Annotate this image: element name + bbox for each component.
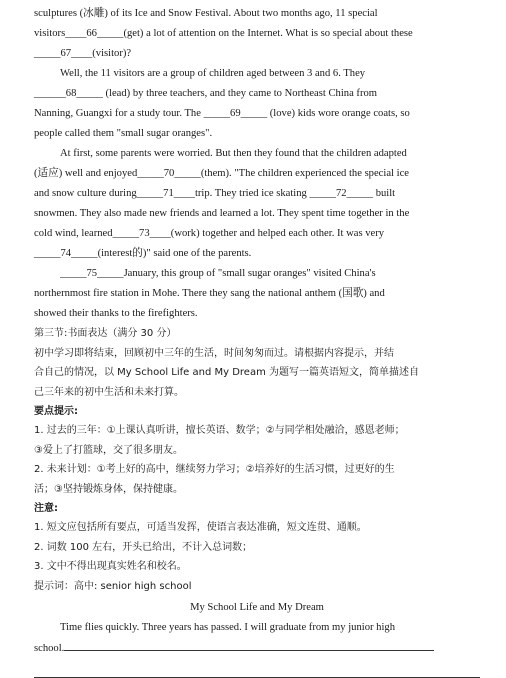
notes-list [34,518,480,577]
point-line: 1. 过去的三年：①上课认真听讲，擅长英语、数学；②与同学相处融洽，感恩老师； [34,425,405,436]
answer-rule[interactable] [34,660,480,678]
passage-paragraph-3 [34,144,480,264]
exam-page [34,4,480,678]
note-line: 2. 词数 100 左右，开头已给出，不计入总词数； [34,541,253,553]
section-title: 第三节:书面表达（满分 30 分） [34,328,177,339]
passage-line: snowmen. They also made new friends and learned a lot. They spent time together in the [34,208,410,219]
passage-line: people called them "small sugar oranges". [34,128,213,139]
note-line: 1. 短文应包括所有要点，可适当发挥，使语言表达准确，短文连贯、通顺。 [34,522,367,533]
passage-line: ______68_____ (lead) by three teachers, and they came to Northeast China from [34,88,378,99]
passage-line: sculptures (冰雕) of its Ice and Snow Festival. About two months ago, 11 special [34,8,378,19]
essay-opening-tail: school. [34,643,65,654]
passage-line: showed their thanks to the firefighters. [34,308,198,319]
passage-paragraph-1 [34,4,480,64]
passage-line: and snow culture during_____71____trip. They tried ice skating _____72_____ built [34,188,396,199]
point-line: 2. 未来计划：①考上好的高中，继续努力学习；②培养好的生活习惯，过更好的生 [34,464,395,475]
passage-paragraph-2 [34,64,480,144]
answer-rule[interactable] [64,638,434,651]
instruction-line: 初中学习即将结束，回顾初中三年的生活，时间匆匆而过。请根据内容提示，并结 [34,347,394,359]
passage-line: cold wind, learned_____73____(work) together and helped each other. It was very [34,228,385,239]
passage-line: _____67____(visitor)? [34,48,132,59]
passage-line: northernmost fire station in Mohe. There they sang the national anthem (国歌) and [34,288,385,299]
passage-line: _____74_____(interest的)" said one of the parents. [34,248,252,259]
passage-line: Well, the 11 visitors are a group of children aged between 3 and 6. They [60,68,366,79]
passage-line: At first, some parents were worried. But then they found that the children adapted [60,148,407,159]
essay-title: My School Life and My Dream [190,602,324,613]
writing-instructions [34,344,480,403]
point-line: 活；③坚持锻炼身体，保持健康。 [34,483,183,495]
points-heading: 要点提示: [34,406,78,417]
passage-paragraph-4 [34,264,480,324]
instruction-line: 己三年来的初中生活和未来打算。 [34,386,184,398]
note-line: 3. 文中不得出现真实姓名和校名。 [34,561,187,572]
essay-opening-line: Time flies quickly. Three years has passed. I will graduate from my junior high [60,622,396,633]
passage-line: _____75_____January, this group of "small sugar oranges" visited China's [60,268,376,279]
point-line: ③爱上了打篮球，交了很多朋友。 [34,444,183,456]
points-list [34,421,480,499]
instruction-line: 合自己的情况，以 My School Life and My Dream 为题写一篇英语短文，简单描述自 [34,367,419,378]
notes-heading: 注意: [34,503,58,514]
essay-first-answer-line[interactable] [34,638,480,659]
hint-words: 提示词：高中: senior high school [34,580,192,592]
passage-line: Nanning, Guangxi for a study tour. The _____69_____ (love) kids wore orange coats, so [34,108,410,119]
passage-line: (适应) well and enjoyed_____70_____(them). "The children experienced the special ice [34,168,409,179]
passage-line: visitors____66_____(get) a lot of attention on the Internet. What is so special about these [34,28,413,39]
